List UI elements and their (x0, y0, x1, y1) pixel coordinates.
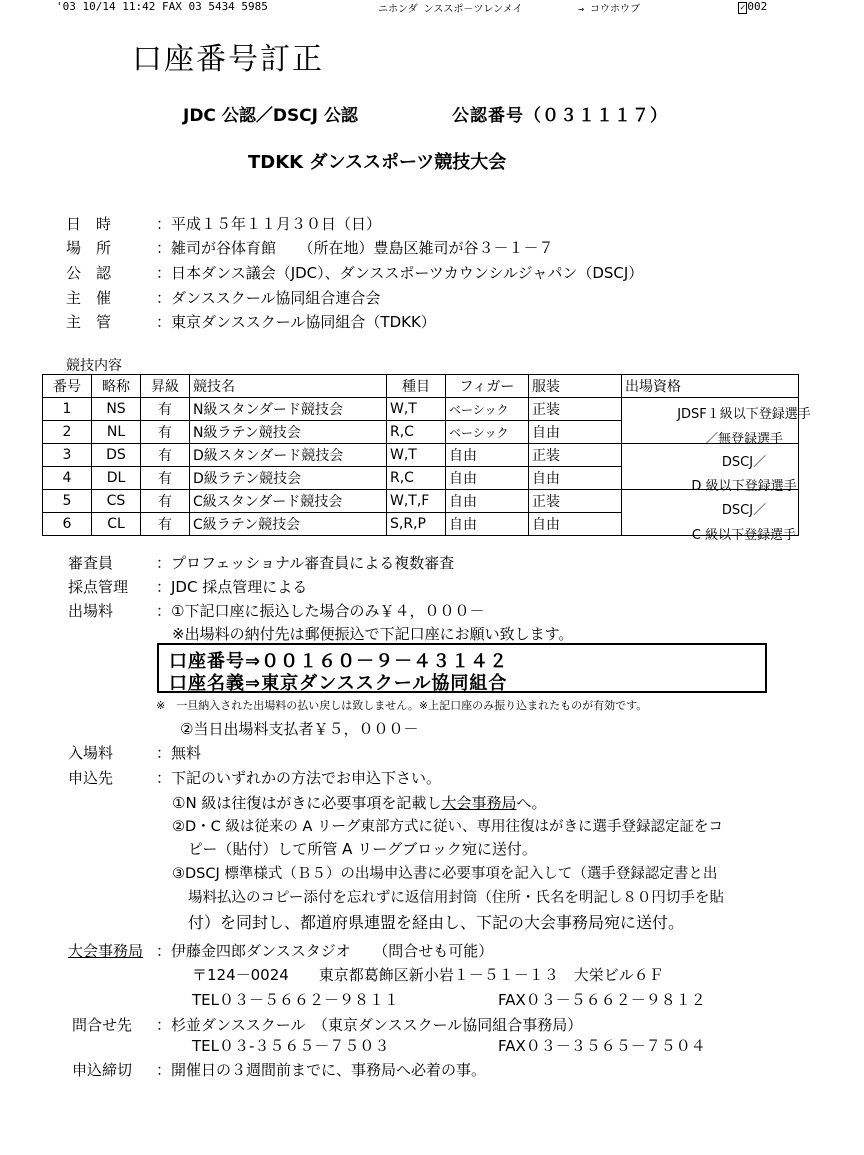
fax-page-number: 002 (747, 0, 768, 13)
qualification-2-line1: DSCJ／ (721, 455, 767, 470)
office-address: 〒124－0024 東京都葛飾区新小岩１－５１－１３ 大栄ビル６Ｆ (192, 966, 664, 984)
header-dances: 種目 (387, 375, 446, 398)
info-value-recognition: ：日本ダンス議会（JDC）、ダンススポーツカウンシルジャパン（DSCJ） (156, 264, 644, 282)
row-abbr: DL (92, 467, 141, 490)
table-header-row (43, 375, 799, 398)
row-abbr: DS (92, 444, 141, 467)
apply-method-1-text: ①N 級は往復はがきに必要事項を記載し (172, 794, 442, 812)
fee-advance: ：①下記口座に振込した場合のみ￥４，０００－ (156, 602, 485, 620)
row-figure: 自由 (446, 513, 529, 536)
row-dances: R,C (387, 467, 446, 490)
row-abbr: NS (92, 398, 141, 421)
row-number: 4 (43, 467, 92, 490)
row-figure: 自由 (446, 490, 529, 513)
row-dress: 正装 (529, 398, 622, 421)
fax-datetime: '03 10/14 11:42 FAX 03 5434 5985 (56, 0, 268, 13)
office-name: ：伊藤金四郎ダンススタジオ （問合せも可能） (156, 942, 494, 960)
row-promotion: 有 (141, 467, 190, 490)
office-tel: TEL０３－５６６２－９８１１ (192, 991, 399, 1009)
apply-method-1-office: 大会事務局 (441, 794, 517, 812)
recognition: JDC 公認／DSCJ 公認 (183, 106, 358, 126)
qualification-3-line1: DSCJ／ (721, 503, 767, 518)
recognition-number: 公認番号（０３１１１７） (452, 106, 668, 126)
apply-intro: ：下記のいずれかの方法でお申込下さい。 (156, 769, 442, 787)
row-event-name: N級スタンダード競技会 (190, 398, 387, 421)
office-fax: FAX０３－５６６２－９８１２ (498, 991, 706, 1009)
inquiry-fax: FAX０３－３５６５－７５０４ (498, 1037, 706, 1055)
qualification-1-line2: ／無登録選手 (704, 432, 783, 447)
office-label: 大会事務局 (68, 942, 144, 960)
row-dances: W,T (387, 444, 446, 467)
refund-note: ※ 一旦納入された出場料の払い戻しは致しません。※上記口座のみ振り込まれたものが有効です。 (156, 699, 648, 712)
row-dress: 正装 (529, 490, 622, 513)
deadline-value: ：開催日の３週間前までに、事務局へ必着の事。 (156, 1061, 487, 1079)
info-value-venue: ：雑司が谷体育館 （所在地）豊島区雑司が谷３－１－７ (156, 239, 554, 257)
row-promotion: 有 (141, 398, 190, 421)
account-box (157, 643, 767, 693)
row-dress: 正装 (529, 444, 622, 467)
row-dress: 自由 (529, 467, 622, 490)
fax-recipient: → コウホウブ (578, 4, 641, 15)
row-figure: 自由 (446, 444, 529, 467)
apply-method-1-end: へ。 (516, 794, 547, 812)
row-promotion: 有 (141, 444, 190, 467)
inquiry-tel: TEL０３‐３５６５－７５０３ (192, 1037, 390, 1055)
fax-sender: ニホンダ ンススポ－ツレンメイ (378, 4, 523, 15)
apply-method-2-line1: ②D・C 級は従来の A リーグ東部方式に従い、専用往復はがきに選手登録認定証をコ (172, 819, 724, 835)
deadline-label: 申込締切 (72, 1061, 133, 1079)
handwritten-note: 口座番号訂正 (132, 42, 324, 77)
row-event-name: C級ラテン競技会 (190, 513, 387, 536)
header-dress: 服装 (529, 375, 622, 398)
apply-method-3-line2: 場料払込のコピー添付を忘れずに返信用封筒（住所・氏名を明記し８０円切手を貼 (188, 890, 724, 906)
inquiry-name: ：杉並ダンススクール （東京ダンススクール協同組合事務局） (156, 1016, 583, 1034)
row-event-name: N級ラテン競技会 (190, 421, 387, 444)
info-label-manager: 主 管 (66, 313, 112, 331)
header-qualification: 出場資格 (622, 375, 799, 398)
row-number: 5 (43, 490, 92, 513)
apply-method-3-line3: 付）を同封し、都道府県連盟を経由し、下記の大会事務局宛に送付。 (188, 913, 685, 932)
row-abbr: NL (92, 421, 141, 444)
account-name: 口座名義⇒東京ダンススクール協同組合 (169, 673, 508, 694)
apply-method-3-line1: ③DSCJ 標準様式（Ｂ５）の出場申込書に必要事項を記入して（選手登録認定書と出 (172, 866, 718, 882)
row-number: 2 (43, 421, 92, 444)
qualification-2-line2: D 級以下登録選手 (691, 479, 797, 494)
row-dances: S,R,P (387, 513, 446, 536)
apply-label: 申込先 (68, 769, 114, 787)
info-value-manager: ：東京ダンススクール協同組合（TDKK） (156, 313, 436, 331)
scoring-label: 採点管理 (68, 578, 129, 596)
row-number: 6 (43, 513, 92, 536)
row-figure: 自由 (446, 467, 529, 490)
row-number: 3 (43, 444, 92, 467)
header-event-name: 競技名 (190, 375, 387, 398)
info-label-venue: 場 所 (66, 239, 112, 257)
row-dances: R,C (387, 421, 446, 444)
row-promotion: 有 (141, 490, 190, 513)
fee-label: 出場料 (68, 602, 114, 620)
header-abbr: 略称 (92, 375, 141, 398)
fee-note: ※出場料の納付先は郵便振込で下記口座にお願い致します。 (172, 625, 574, 643)
row-promotion: 有 (141, 513, 190, 536)
admission-label: 入場料 (68, 744, 114, 762)
row-event-name: C級スタンダード競技会 (190, 490, 387, 513)
row-dress: 自由 (529, 513, 622, 536)
row-event-name: D級ラテン競技会 (190, 467, 387, 490)
qualification-1-line1: JDSF１級以下登録選手 (677, 407, 811, 422)
info-label-date: 日 時 (66, 215, 112, 233)
account-number: 口座番号⇒００１６０－９－４３１４２ (169, 651, 509, 672)
row-dances: W,T,F (387, 490, 446, 513)
inquiry-label: 問合せ先 (72, 1016, 133, 1034)
info-value-organizer: ：ダンススクール協同組合連合会 (156, 289, 381, 307)
row-promotion: 有 (141, 421, 190, 444)
admission-value: ：無料 (156, 744, 202, 762)
row-dances: W,T (387, 398, 446, 421)
fax-page (738, 0, 767, 13)
header-promotion: 昇級 (141, 375, 190, 398)
row-number: 1 (43, 398, 92, 421)
header-number: 番号 (43, 375, 92, 398)
row-abbr: CS (92, 490, 141, 513)
scoring-value: ：JDC 採点管理による (156, 578, 308, 596)
info-value-date: ：平成１５年１１月３０日（日） (156, 215, 382, 233)
competition-section-title: 競技内容 (66, 358, 122, 374)
row-dress: 自由 (529, 421, 622, 444)
page-title: TDKK ダンススポーツ競技大会 (248, 152, 507, 173)
fax-page-icon: ✓ (740, 3, 746, 13)
row-figure: ベーシック (446, 398, 529, 421)
judges-value: ：プロフェッショナル審査員による複数審査 (156, 554, 455, 572)
header-figure: フィガー (446, 375, 529, 398)
qualification-3-line2: C 級以下登録選手 (691, 528, 797, 543)
info-label-recognition: 公 認 (66, 264, 112, 282)
judges-label: 審査員 (68, 554, 114, 572)
info-label-organizer: 主 催 (66, 289, 112, 307)
row-event-name: D級スタンダード競技会 (190, 444, 387, 467)
row-figure: ベーシック (446, 421, 529, 444)
fee-on-site: ②当日出場料支払者￥５，０００－ (180, 720, 419, 738)
apply-method-2-line2: ピー（貼付）して所管 A リーグブロック宛に送付。 (188, 840, 537, 858)
row-abbr: CL (92, 513, 141, 536)
apply-method-1 (172, 792, 546, 813)
